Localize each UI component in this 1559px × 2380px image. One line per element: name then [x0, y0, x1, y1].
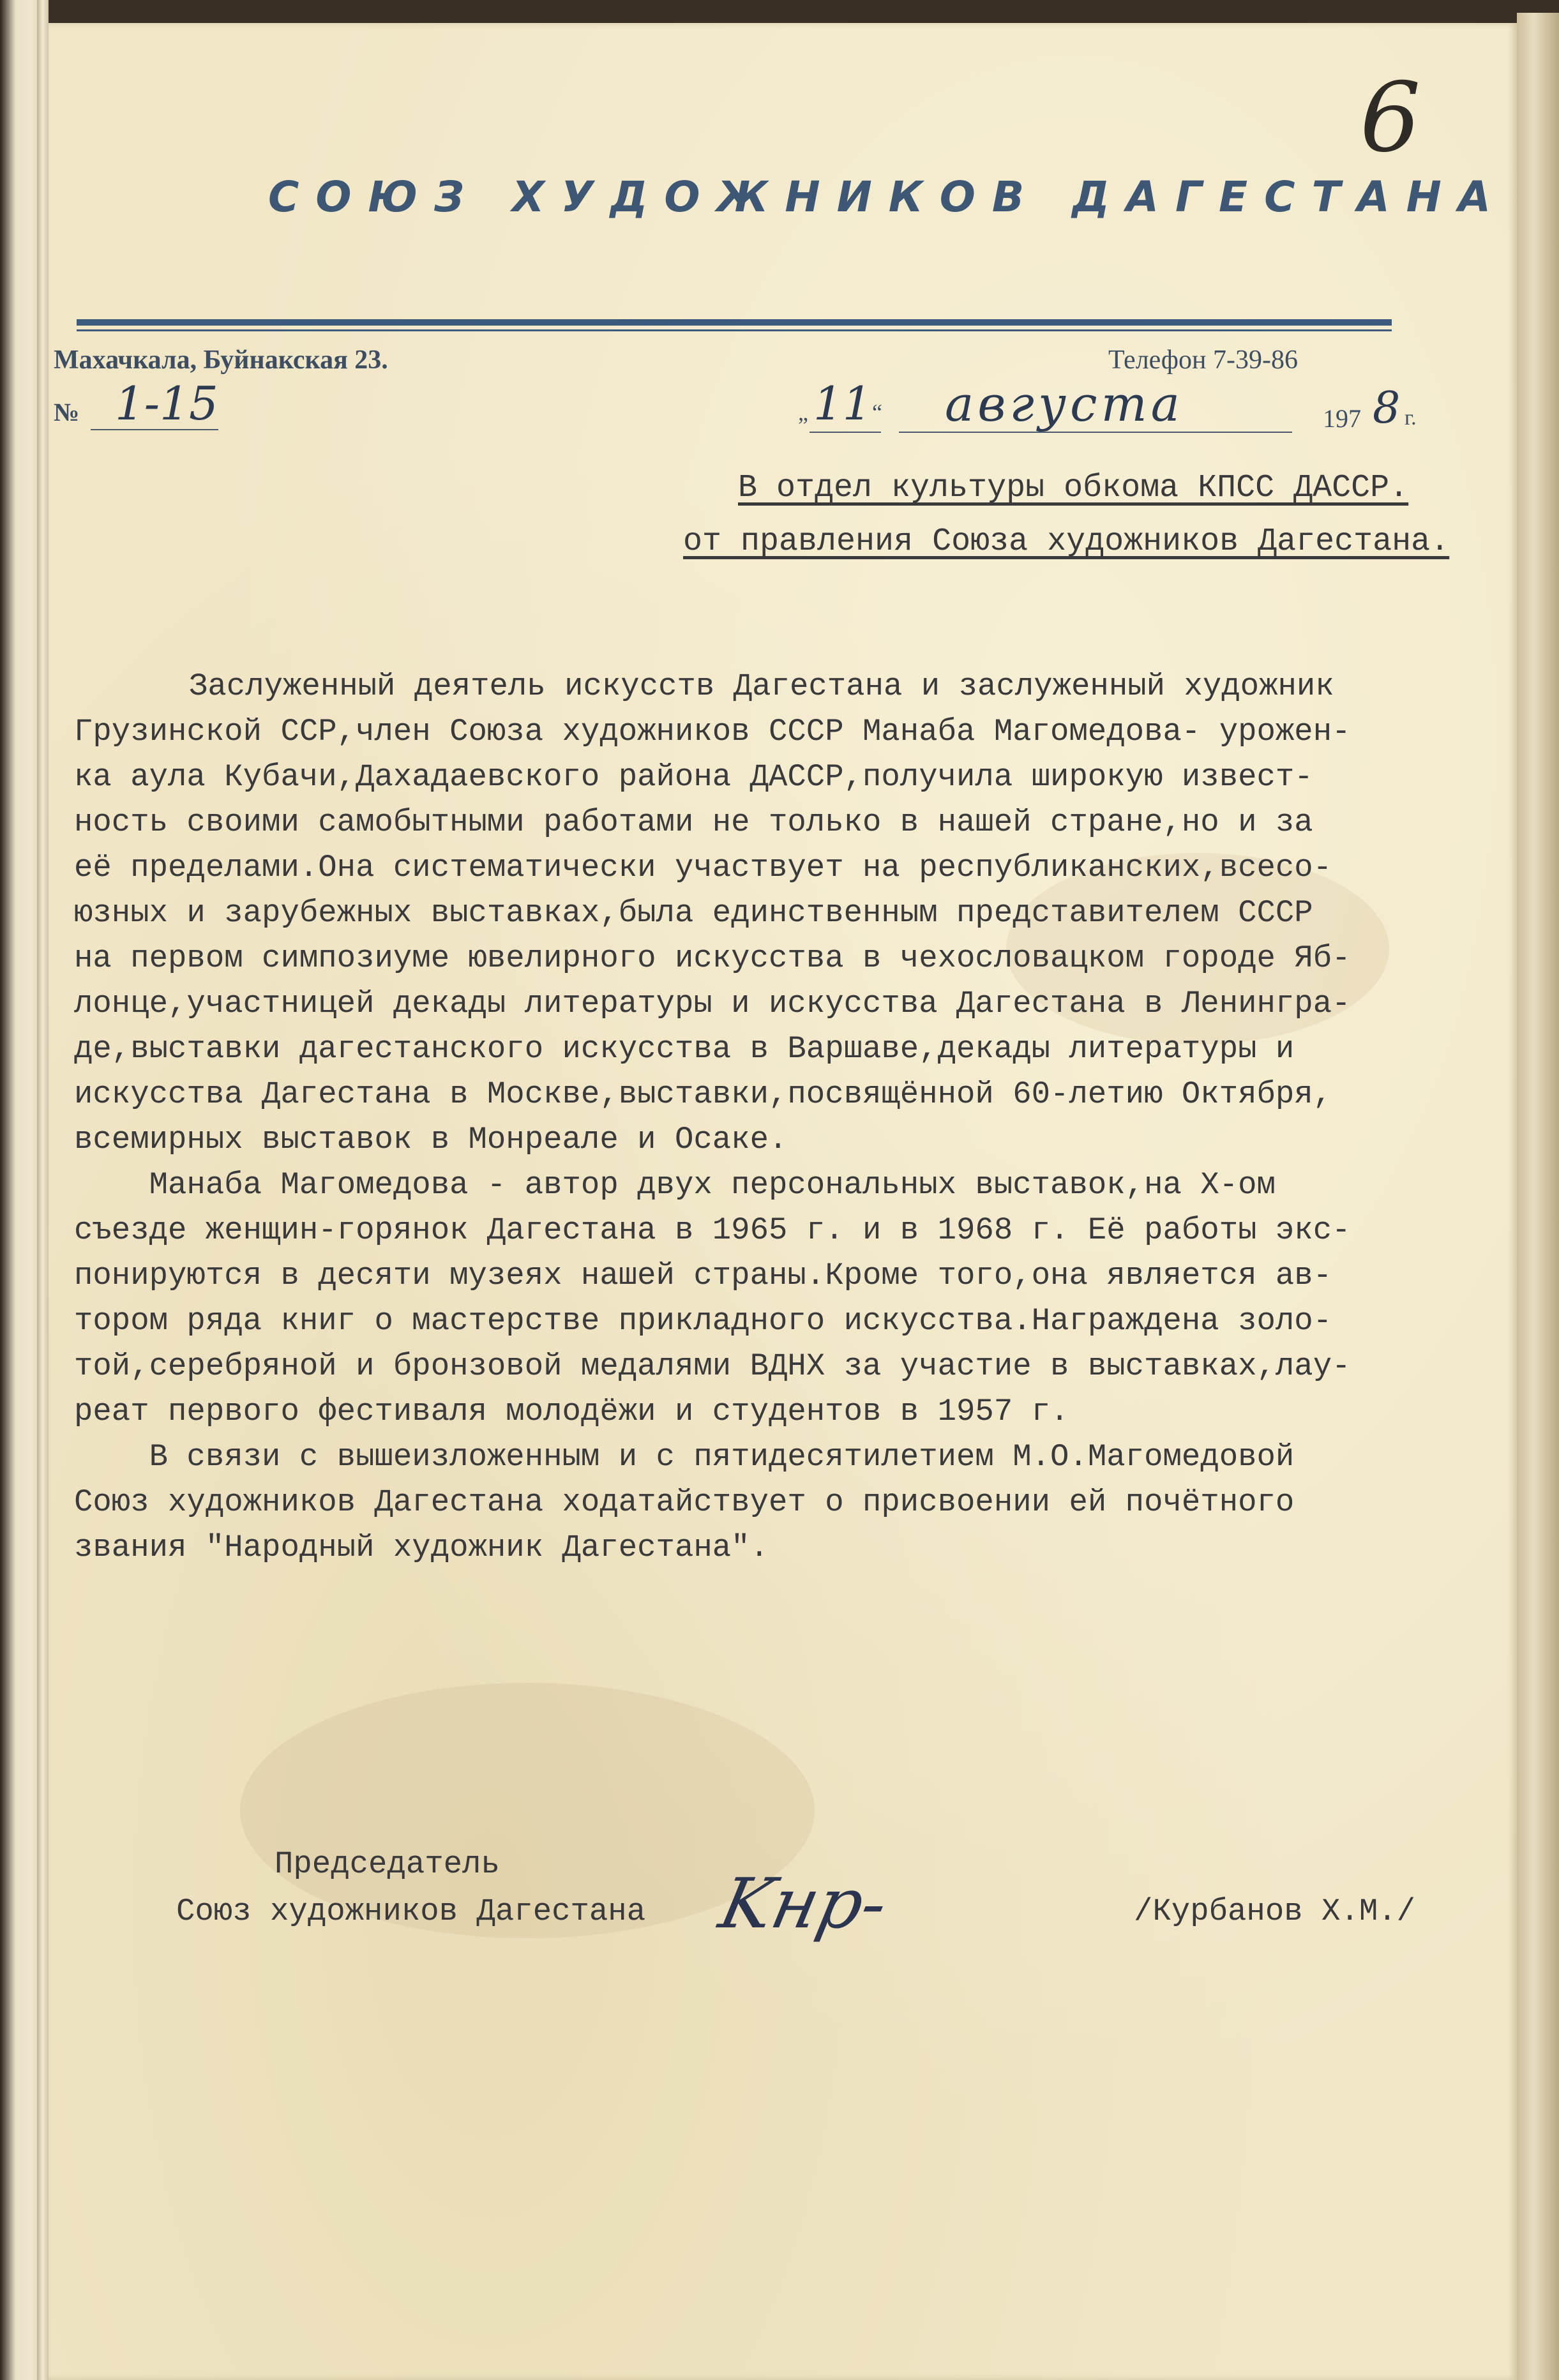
body-line: тором ряда книг о мастерстве прикладного искусства.Награждена золо-: [74, 1303, 1332, 1339]
year-digit: 8: [1373, 383, 1401, 433]
body-line: её пределами.Она систематически участвует на республиканских,всесо-: [74, 850, 1332, 885]
body-line: Заслуженный деятель искусств Дагестана и заслуженный художник: [189, 668, 1334, 704]
letterhead-organization: СОЮЗ ХУДОЖНИКОВ ДАГЕСТАНА: [268, 172, 1507, 222]
body-line: звания "Народный художник Дагестана".: [74, 1530, 769, 1565]
body-line: де,выставки дагестанского искусства в Варшаве,декады литературы и: [74, 1031, 1295, 1067]
letterhead-rule-thin: [77, 329, 1392, 331]
handwritten-signature: Kнр-: [712, 1864, 894, 1944]
year-prefix: 197: [1323, 404, 1361, 433]
body-line: Грузинской ССР,член Союза художников СССР Манаба Магомедова- урожен-: [74, 714, 1351, 749]
date-day-underline: [810, 432, 881, 433]
letterhead-address: Махачкала, Буйнакская 23.: [54, 345, 388, 375]
letterhead-rule: [77, 319, 1392, 326]
binding-fold: [37, 0, 49, 2380]
body-line: той,серебряной и бронзовой медалями ВДНХ за участие в выставках,лау-: [74, 1348, 1351, 1384]
date-close-quote: “: [872, 400, 882, 425]
body-line: реат первого фестиваля молодёжи и студентов в 1957 г.: [74, 1394, 1069, 1429]
body-line: лонце,участницей декады литературы и искусства Дагестана в Ленингра-: [74, 986, 1351, 1021]
letterhead-phone: Телефон 7-39-86: [1108, 345, 1298, 375]
body-line: съезде женщин-горянок Дагестана в 1965 г. и в 1968 г. Её работы экс-: [74, 1212, 1351, 1248]
body-line: Союз художников Дагестана ходатайствует о присвоении ей почётного: [74, 1484, 1295, 1520]
body-line: всемирных выставок в Монреале и Осаке.: [74, 1122, 788, 1157]
body-line: искусства Дагестана в Москве,выставки,посвящённой 60-летию Октября,: [74, 1076, 1332, 1112]
body-line: ка аула Кубачи,Дахадаевского района ДАССР,получила широкую извест-: [74, 759, 1313, 795]
body-line: на первом симпозиуме ювелирного искусства в чехословацком городе Яб-: [74, 940, 1351, 976]
date-day: 11: [813, 377, 872, 430]
body-line: Манаба Магомедова - автор двух персональных выставок,на X-ом: [74, 1167, 1276, 1203]
body-line: ность своими самобытными работами не только в нашей стране,но и за: [74, 804, 1313, 840]
signatory-organization: Союз художников Дагестана: [176, 1894, 646, 1929]
page-stack-edge: [1517, 13, 1559, 2380]
number-label: №: [54, 398, 80, 426]
date-month: августа: [945, 375, 1184, 432]
document-number: 1-15: [115, 377, 218, 430]
body-line: юзных и зарубежных выставках,была единственным представителем СССР: [74, 895, 1313, 931]
letter-body: [74, 664, 1510, 1570]
date-open-quote: „: [798, 400, 808, 425]
signatory-title: Председатель: [275, 1846, 500, 1882]
body-line: понируются в десяти музеях нашей страны.Кроме того,она является ав-: [74, 1258, 1332, 1293]
addressee-line-2: от правления Союза художников Дагестана.: [683, 523, 1450, 560]
body-line: В связи с вышеизложенным и с пятидесятилетием М.О.Магомедовой: [74, 1439, 1295, 1475]
year-suffix: г.: [1405, 406, 1417, 430]
page-number: 6: [1360, 63, 1421, 174]
signatory-name: /Курбанов Х.М./: [1134, 1894, 1416, 1929]
addressee-line-1: В отдел культуры обкома КПСС ДАССР.: [738, 470, 1409, 506]
